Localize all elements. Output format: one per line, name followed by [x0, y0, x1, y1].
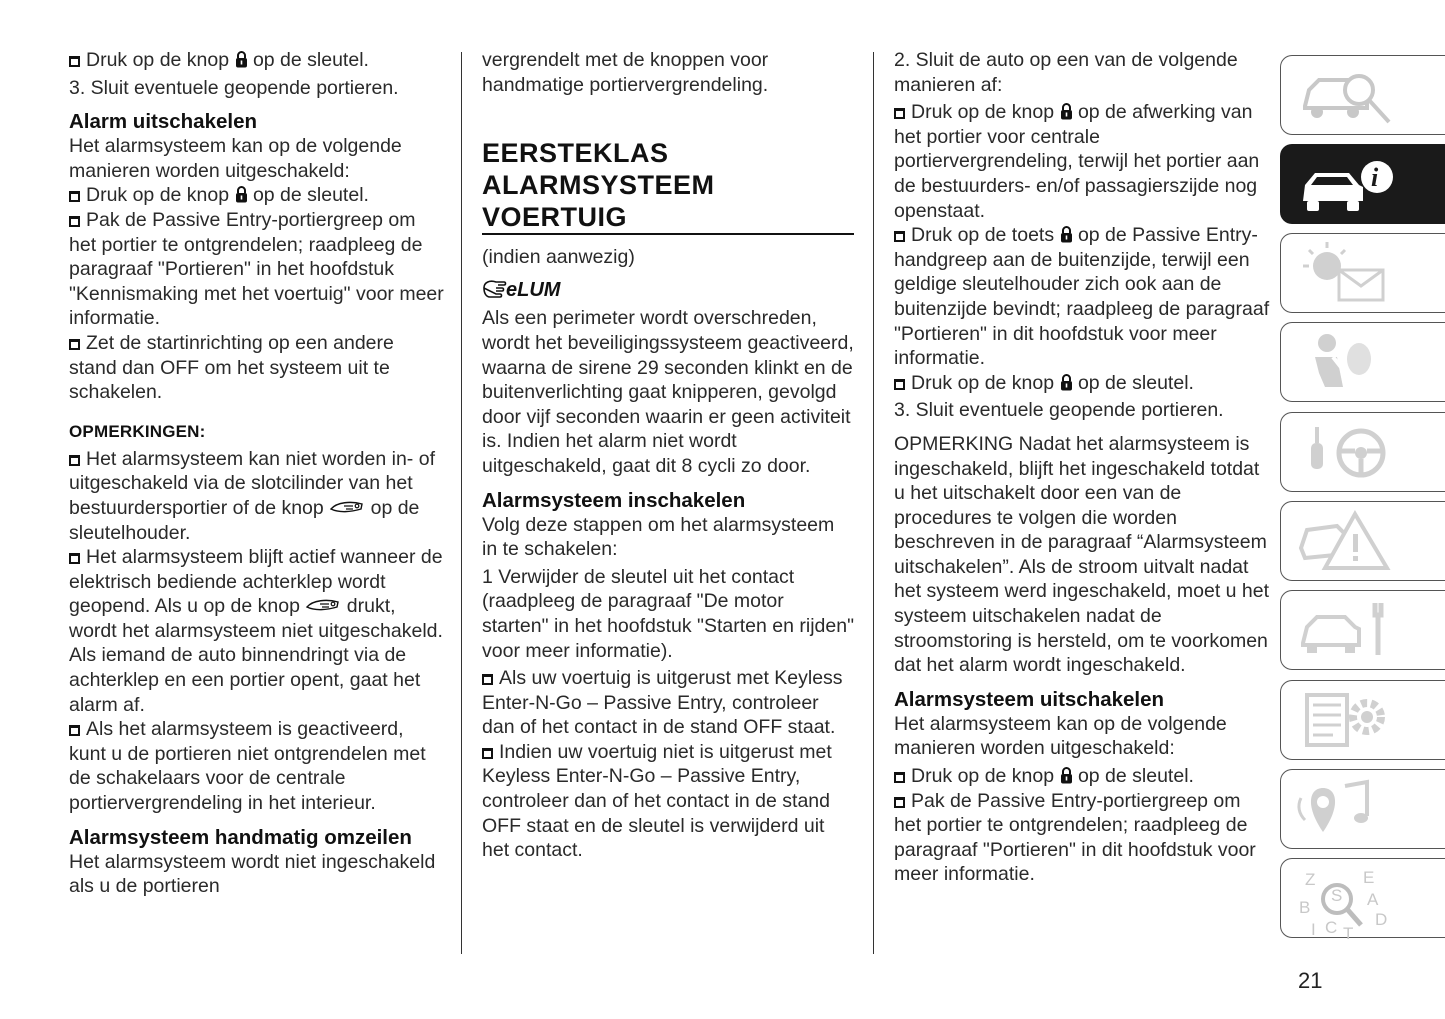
section-heading: Alarmsysteem uitschakelen: [894, 687, 1165, 711]
paragraph: Het alarmsysteem kan op de volgende manieren worden uitgeschakeld:: [69, 135, 402, 182]
tab-key-steering[interactable]: [1280, 412, 1445, 492]
airbag-person-icon: [1297, 329, 1407, 397]
list-item: Druk op de knop op de sleutel.: [894, 371, 1272, 396]
car-info-icon: [1297, 151, 1407, 219]
lock-icon: [1060, 767, 1073, 784]
car-warning-icon: [1297, 508, 1407, 576]
list-item: Druk op de knop op de sleutel.: [69, 48, 444, 73]
column-divider: [873, 52, 874, 954]
step-text: 3. Sluit eventuele geopende portieren.: [894, 399, 1224, 422]
chapter-title-line: ALARMSYSTEEM: [482, 170, 715, 201]
index-letter: I: [1311, 920, 1316, 939]
index-letter: C: [1325, 918, 1338, 937]
tab-lights-message[interactable]: [1280, 233, 1445, 313]
key-fob-icon: [305, 598, 341, 612]
paragraph: Volg deze stappen om het alarmsysteem in te schakelen:: [482, 513, 835, 561]
list-item: Druk op de knop op de afwerking van het portier voor centrale portiervergrendeling, terwijl het portier aan de bestuurders- en/of passagierszijde nog openstaat.: [894, 100, 1272, 223]
chapter-title-line: VOERTUIG: [482, 202, 628, 233]
paragraph: Het alarmsysteem kan op de volgende manieren worden uitgeschakeld:: [894, 712, 1227, 760]
step-text: 2. Sluit de auto op een van de volgende manieren af:: [894, 49, 1238, 96]
tab-car-search[interactable]: [1280, 55, 1445, 135]
step-text: 3. Sluit eventuele geopende portieren.: [69, 76, 399, 99]
list-item: Als het alarmsysteem is geactiveerd, kunt u de portieren niet ontgrendelen met de schakelaars voor de centrale portiervergrendeling in het interieur.: [69, 717, 444, 815]
paragraph: vergrendelt met de knoppen voor handmatige portiervergrendeling.: [482, 49, 769, 96]
list-item: Druk op de knop op de sleutel.: [69, 183, 444, 208]
section-heading: Alarm uitschakelen: [69, 110, 257, 134]
tab-car-warning[interactable]: [1280, 501, 1445, 581]
list-item: Pak de Passive Entry-portiergreep om het portier te ontgrendelen; raadpleeg de paragraaf "Portieren" in het hoofdstuk "Kennismaking met het voertuig" voor meer informatie.: [69, 208, 444, 330]
lock-icon: [1060, 374, 1073, 391]
note-paragraph: OPMERKING Nadat het alarmsysteem is ingeschakeld, blijft het ingeschakeld totdat u het uitschakelt door een van de procedures te volgen die worden beschreven in de paragraaf “Alarmsysteem uitschakelen”. Als de stroom uitvalt nadat het systeem werd ingeschakeld, moet u het systeem uitschakelen nadat de stroomstoring is hersteld, om te voorkomen dat het alarm wordt ingeschakeld.: [894, 432, 1270, 677]
tab-car-info[interactable]: [1280, 144, 1445, 224]
list-item: Het alarmsysteem kan niet worden in- of uitgeschakeld via de slotcilinder van het bestuurdersportier of de knop op de sleutelhouder.: [69, 447, 444, 545]
column-middle: [482, 48, 854, 863]
tab-car-wrench[interactable]: [1280, 590, 1445, 670]
index-letter: D: [1375, 910, 1388, 929]
tab-index[interactable]: [1280, 858, 1445, 943]
section-heading: Alarmsysteem handmatig omzeilen: [69, 825, 412, 849]
key-steering-wheel-icon: [1297, 419, 1407, 487]
column-divider: [461, 52, 462, 954]
section-heading: Alarmsysteem inschakelen: [482, 488, 746, 512]
svg-text:eLUM: eLUM: [506, 278, 561, 301]
list-item: Druk op de knop op de sleutel.: [894, 764, 1272, 789]
index-letter: A: [1367, 890, 1379, 909]
car-wrench-icon: [1297, 597, 1407, 665]
list-item: Het alarmsysteem blijft actief wanneer de elektrisch bediende achterklep wordt geopend. Als u op de knop drukt, wordt het alarmsysteem niet uitgeschakeld. Als iemand de auto binnendringt via de achterklep en een portier opent, gaat het alarm af.: [69, 546, 443, 716]
svg-text:i: i: [1371, 163, 1379, 192]
elum-logo-icon: [482, 274, 561, 301]
availability-note: (indien aanwezig): [482, 246, 635, 269]
page-number: 21: [1298, 968, 1323, 993]
tab-specs[interactable]: [1280, 680, 1445, 760]
media-navigation-icon: [1297, 776, 1407, 844]
index-letter: B: [1299, 898, 1311, 917]
list-item: Pak de Passive Entry-portiergreep om het portier te ontgrendelen; raadpleeg de paragraaf "Portieren" in dit hoofdstuk voor meer informatie.: [894, 789, 1272, 887]
lock-icon: [235, 51, 248, 68]
list-item: Indien uw voertuig niet is uitgerust met Keyless Enter-N-Go – Passive Entry, controleer dan of het contact in de stand OFF staat en de sleutel is verwijderd uit het contact.: [482, 740, 854, 863]
column-left: [69, 48, 444, 899]
lock-icon: [1060, 226, 1073, 243]
lock-icon: [235, 186, 248, 203]
index-letter: Z: [1305, 870, 1316, 889]
paragraph: Het alarmsysteem wordt niet ingeschakeld als u de portieren: [69, 850, 436, 898]
paragraph: Als een perimeter wordt overschreden, wordt het beveiligingssysteem geactiveerd, waarna de sirene 29 seconden klinkt en de buitenverlichting gaat knipperen, gevolgd door vijf seconden waarin er geen activiteit is. Indien het alarm niet wordt uitgeschakeld, gaat dit 8 cycli zo door.: [482, 307, 854, 477]
tab-media-nav[interactable]: [1280, 769, 1445, 849]
step-text: 1 Verwijder de sleutel uit het contact (raadpleeg de paragraaf "De motor starten" in het hoofdstuk "Starten en rijden" voor meer informatie).: [482, 565, 854, 662]
index-letter: S: [1331, 886, 1343, 905]
column-right: [894, 48, 1272, 887]
specs-gear-icon: [1297, 687, 1407, 755]
key-fob-icon: [329, 500, 365, 514]
list-item: Druk op de toets op de Passive Entry-handgreep aan de buitenzijde, terwijl een geldige sleutelhouder zich ook aan de buitenzijde bevindt; raadpleeg de paragraaf "Portieren" in dit hoofdstuk voor meer informatie.: [894, 223, 1272, 371]
chapter-title: [482, 137, 854, 235]
list-item: Zet de startinrichting op een andere stand dan OFF om het systeem uit te schakelen.: [69, 331, 444, 405]
index-letter: T: [1343, 924, 1354, 943]
notes-heading: OPMERKINGEN:: [69, 421, 206, 441]
tab-airbag[interactable]: [1280, 322, 1445, 402]
list-item: Als uw voertuig is uitgerust met Keyless Enter-N-Go – Passive Entry, controleer dan of het contact in de stand OFF staat.: [482, 666, 854, 740]
lights-message-icon: [1297, 240, 1407, 308]
chapter-title-line: EERSTEKLAS: [482, 138, 669, 169]
lock-icon: [1060, 103, 1073, 120]
index-letter: E: [1363, 868, 1375, 887]
car-search-icon: [1297, 62, 1407, 130]
index-search-icon: [1297, 865, 1407, 941]
